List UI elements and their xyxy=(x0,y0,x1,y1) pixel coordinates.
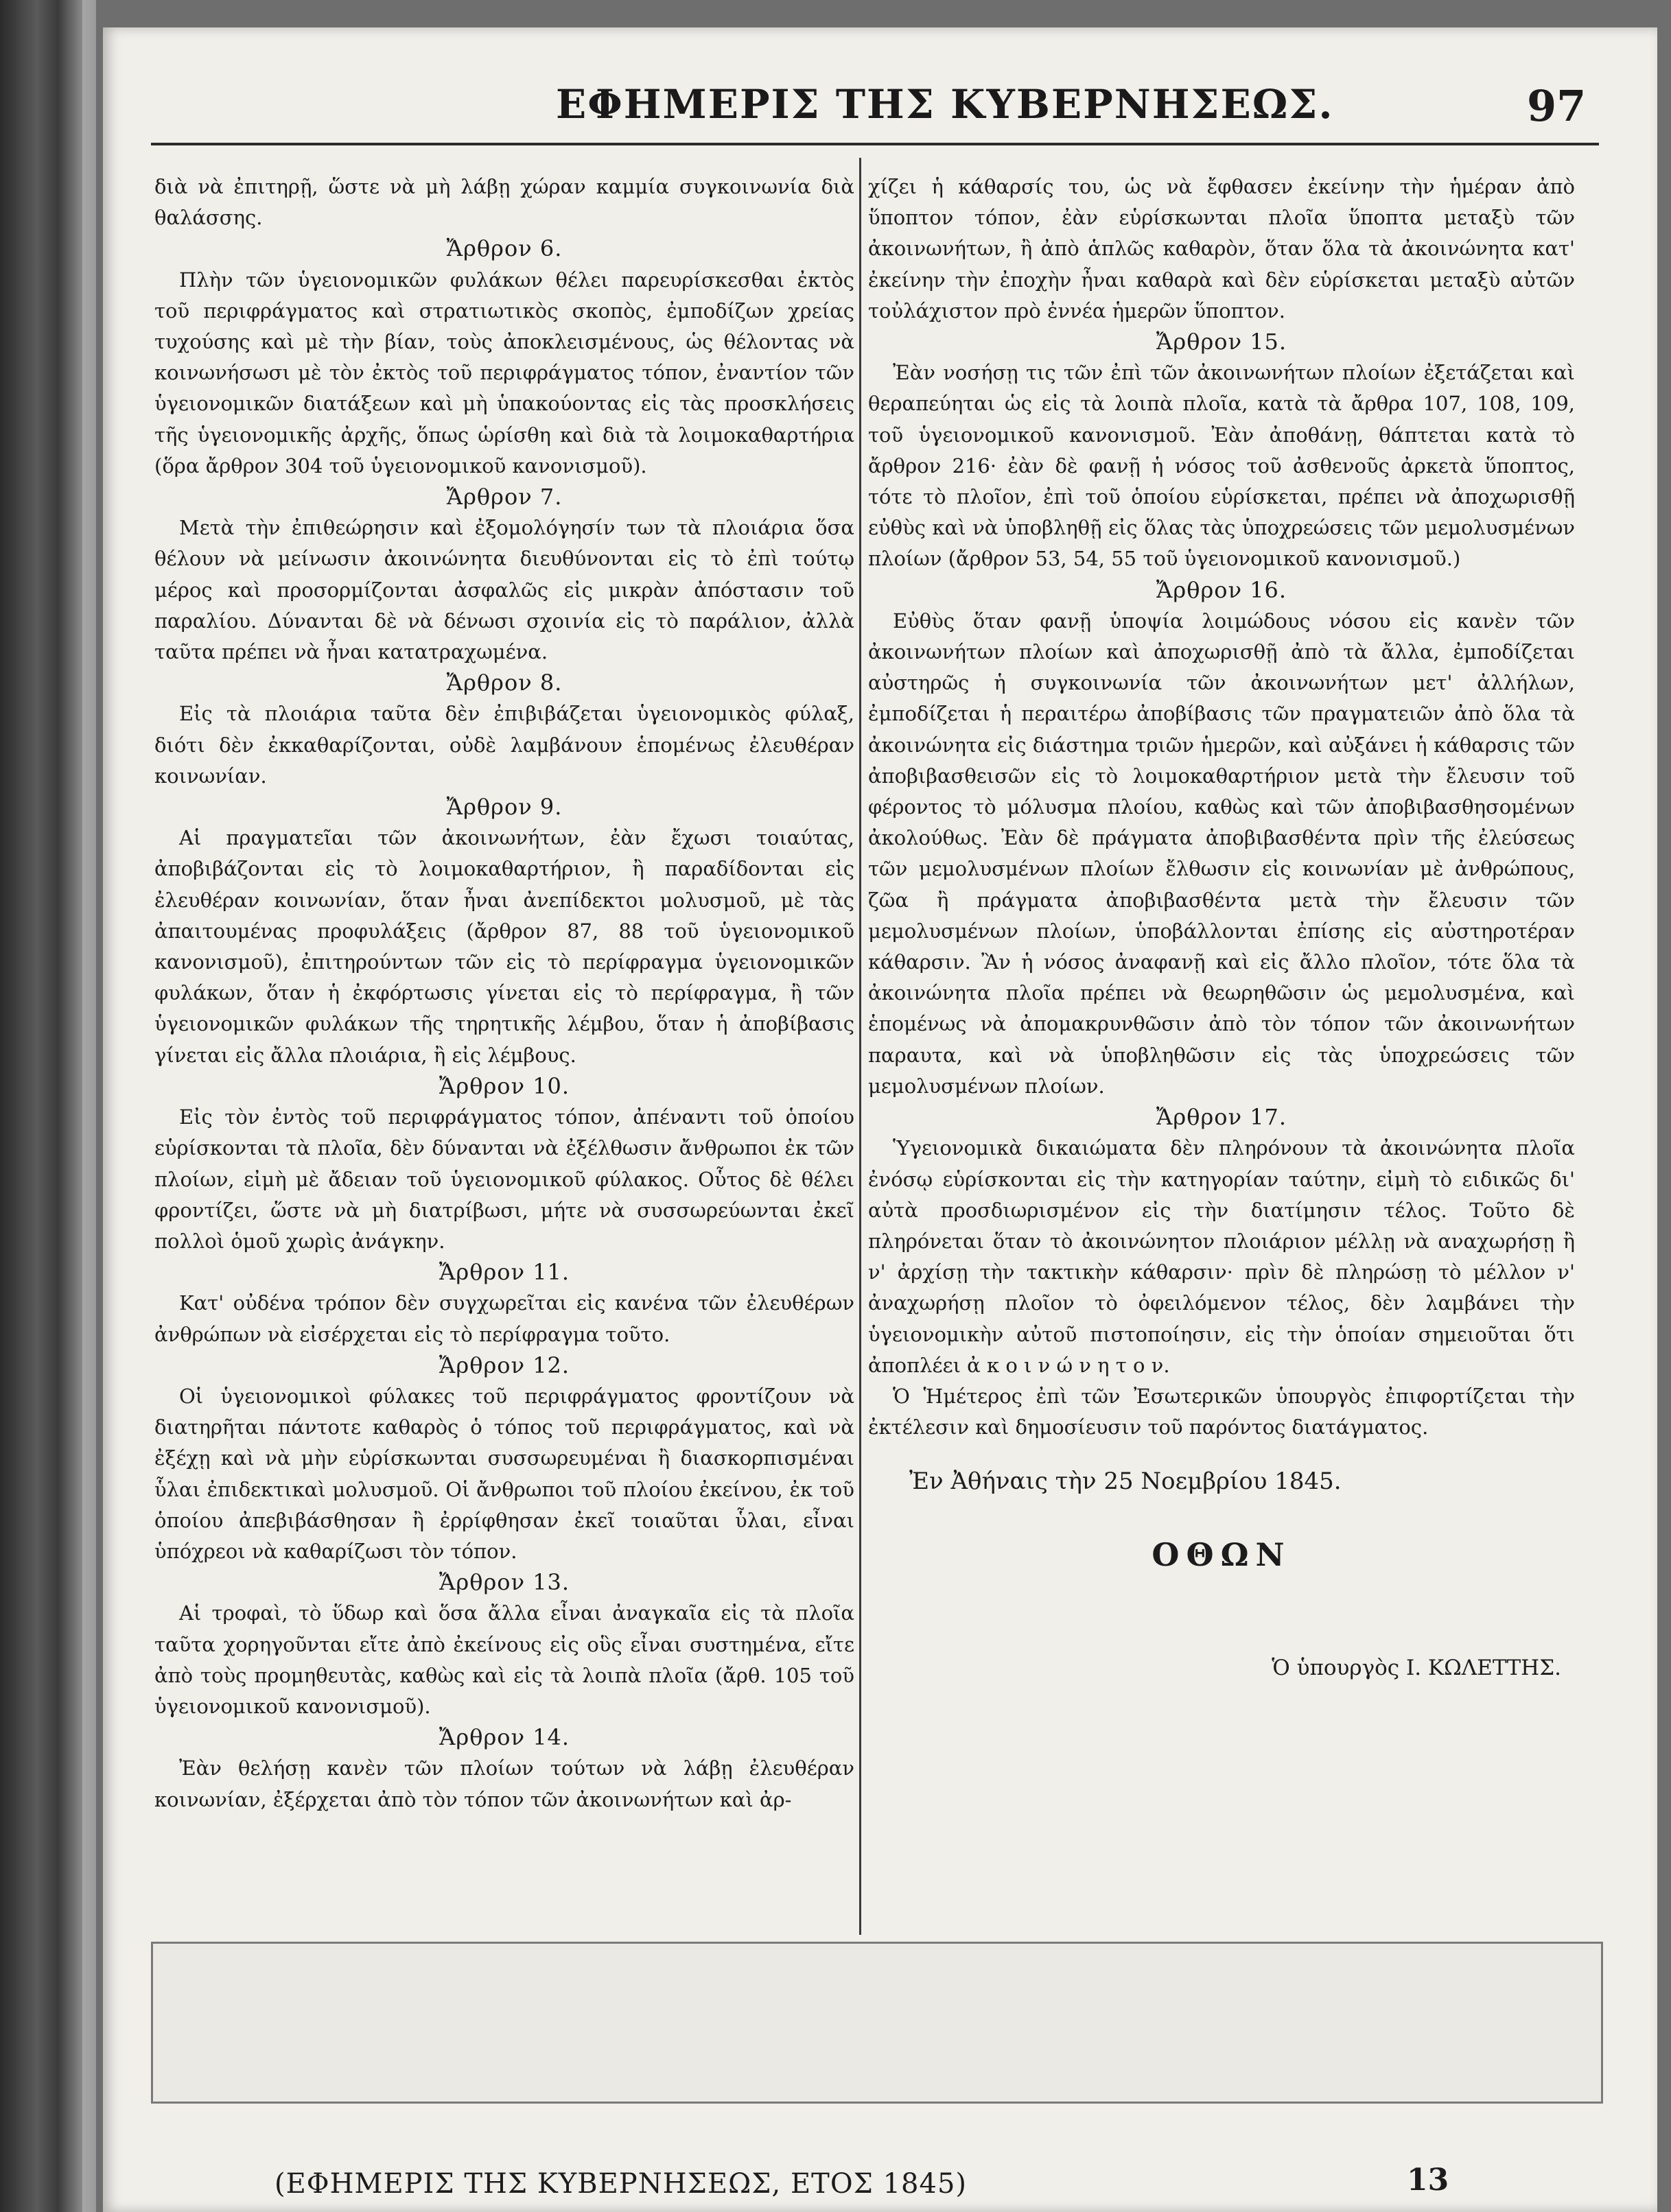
document-page xyxy=(103,27,1657,2212)
blank-bleed-through-area xyxy=(151,1942,1603,2104)
paragraph: Οἱ ὑγειονομικοὶ φύλακες τοῦ περιφράγματος φροντίζουν νὰ διατηρῆται πάντοτε καθαρὸς ὁ τόπος τοῦ περιφράγματος, καὶ νὰ ἐξέχῃ καὶ νὰ μὴν εὑρίσκωνται συσσωρευμέναι ἢ διασκορπισμέναι ὗλαι ἐπιδεκτικαὶ μολυσμοῦ. Οἱ ἄνθρωποι τοῦ πλοίου ἐκείνου, ἐκ τοῦ ὁποίου ἀπεβιβάσθησαν ἢ ἐρρίφθησαν ἐκεῖ τοιαῦται ὗλαι, εἶναι ὑπόχρεοι νὰ καθαρίζωσι τὸν τόπον. xyxy=(154,1384,854,1563)
article-heading: Ἄρθρον 17. xyxy=(1156,1104,1287,1131)
paragraph: Κατ' οὐδένα τρόπον δὲν συγχωρεῖται εἰς κανένα τῶν ἐλευθέρων ἀνθρώπων νὰ εἰσέρχεται εἰς τὸ περίφραγμα τοῦτο. xyxy=(154,1291,854,1346)
minister-signature: Ὁ ὑπουργὸς Ι. ΚΩΛΕΤΤΗΣ. xyxy=(1272,1656,1561,1681)
article-heading: Ἄρθρον 16. xyxy=(1156,576,1287,603)
paragraph: Εἰς τὸν ἐντὸς τοῦ περιφράγματος τόπον, ἀπέναντι τοῦ ὁποίου εὑρίσκονται τὰ πλοῖα, δὲν δύνανται νὰ ἐξέλθωσιν ἄνθρωποι ἐκ τῶν πλοίων, εἰμὴ μὲ ἄδειαν τοῦ ὑγειονομικοῦ φύλακος. Οὗτος δὲ θέλει φροντίζει, ὥστε νὰ μὴ διατρίβωσι, μήτε νὰ συσσωρεύωνται ἐκεῖ πολλοὶ ὁμοῦ χωρὶς ἀνάγκην. xyxy=(154,1105,854,1253)
left-column xyxy=(154,172,854,1815)
article-heading: Ἄρθρον 11. xyxy=(439,1259,570,1286)
header-rule xyxy=(151,143,1599,145)
paragraph: Εἰς τὰ πλοιάρια ταῦτα δὲν ἐπιβιβάζεται ὑγειονομικὸς φύλαξ, διότι δὲν ἐκκαθαρίζονται, οὐδὲ λαμβάνουν ἑπομένως ἐλευθέραν κοινωνίαν. xyxy=(154,702,854,788)
book-binding xyxy=(0,0,82,2212)
footer-title: (ΕΦΗΜΕΡΙΣ ΤΗΣ ΚΥΒΕΡΝΗΣΕΩΣ, ΕΤΟΣ 1845) xyxy=(274,2168,968,2200)
paragraph: διὰ νὰ ἐπιτηρῇ, ὥστε νὰ μὴ λάβῃ χώραν καμμία συγκοινωνία διὰ θαλάσσης. xyxy=(154,175,854,230)
paragraph: Μετὰ τὴν ἐπιθεώρησιν καὶ ἐξομολόγησίν των τὰ πλοιάρια ὅσα θέλουν νὰ μείνωσιν ἀκοινώνητα διευθύνονται εἰς τὸ ἐπὶ τούτῳ μέρος καὶ προσορμίζονται ἀσφαλῶς εἰς μικρὰν ἀπόστασιν τοῦ παραλίου. Δύνανται δὲ νὰ δένωσι σχοινία εἰς τὸ παράλιον, ἀλλὰ ταῦτα πρέπει νὰ ἦναι κατατραχωμένα. xyxy=(154,516,854,664)
paragraph: Ὑγειονομικὰ δικαιώματα δὲν πληρόνουν τὰ ἀκοινώνητα πλοῖα ἐνόσῳ εὑρίσκονται εἰς τὴν κατηγορίαν ταύτην, εἰμὴ τὸ ειδικῶς δι' αὐτὰ προσδιωρισμένον εἰς τὴν διατίμησιν τέλος. Τοῦτο δὲ πληρόνεται ὅταν τὸ ἀκοινώνητον πλοιάριον μέλλῃ νὰ αναχωρήσῃ ἢ ν' ἀρχίσῃ τὴν τακτικὴν κάθαρσιν· πρὶν δὲ πληρώσῃ τὸ μέλλον ν' ἀναχωρήσῃ πλοῖον τὸ ὀφειλόμενον τέλος, δὲν λαμβάνει τὴν ὑγειονομικὴν αὐτοῦ πιστοποίησιν, εἰς τὴν ὁποίαν σημειοῦται ὅτι ἀποπλέει ἀ κ ο ι ν ώ ν η τ ο ν. xyxy=(868,1136,1575,1377)
article-heading: Ἄρθρον 15. xyxy=(1156,329,1287,355)
article-heading: Ἄρθρον 6. xyxy=(446,235,563,262)
paragraph: Ἐὰν νοσήσῃ τις τῶν ἐπὶ τῶν ἀκοινωνήτων πλοίων ἐξετάζεται καὶ θεραπεύηται ὡς εἰς τὰ λοιπὰ πλοῖα, κατὰ τὰ ἄρθρα 107, 108, 109, τοῦ ὑγειονομικοῦ κανονισμοῦ. Ἐὰν ἀποθάνῃ, θάπτεται κατὰ τὸ ἄρθρον 216· ἐὰν δὲ φανῇ ἡ νόσος τοῦ ἀσθενοῦς ἀρκετὰ ὕποπτος, τότε τὸ πλοῖον, ἐπὶ τοῦ ὁποίου εὑρίσκεται, πρέπει νὰ ἀποχωρισθῇ εὐθὺς καὶ νὰ ὑποβληθῇ εἰς ὅλας τὰς ὑποχρεώσεις τῶν μεμολυσμένων πλοίων (ἄρθρον 53, 54, 55 τοῦ ὑγειονομικοῦ κανονισμοῦ.) xyxy=(868,361,1575,571)
column-divider xyxy=(859,158,861,1935)
article-heading: Ἄρθρον 7. xyxy=(446,484,563,510)
king-signature: ΟΘΩΝ xyxy=(1152,1536,1292,1574)
page-header xyxy=(103,81,1657,143)
paragraph: χίζει ἡ κάθαρσίς του, ὡς νὰ ἔφθασεν ἐκείνην τὴν ἡμέραν ἀπὸ ὕποπτον τόπον, ἐὰν εὑρίσκωνται πλοῖα ὕποπτα μεταξὺ τῶν ἀκοινωνήτων, ἢ ἀπὸ ἁπλῶς καθαρὸν, ὅταν ὅλα τὰ ἀκοινώνητα κατ' ἐκείνην τὴν ἐποχὴν ἦναι καθαρὰ καὶ δὲν εὑρίσκεται μεταξὺ αὐτῶν τοὐλάχιστον πρὸ ἐννέα ἡμερῶν ὕποπτον. xyxy=(868,175,1575,322)
paragraph: Πλὴν τῶν ὑγειονομικῶν φυλάκων θέλει παρευρίσκεσθαι ἐκτὸς τοῦ περιφράγματος καὶ στρατιωτικὸς σκοπὸς, ἐμποδίζων χρείας τυχούσης καὶ μὲ τὴν βίαν, τοὺς ἀποκλεισμένους, ὡς θέλοντας νὰ κοινωνήσωσι μὲ τὸν ἐκτὸς τοῦ περιφράγματος τόπον, ἐναντίον τῶν ὑγειονομικῶν διατάξεων καὶ μὴ ὑπακούοντας εἰς τὰς προσκλήσεις τῆς ὑγειονομικῆς ἀρχῆς, ὅπως ὡρίσθη καὶ διὰ τὰ λοιμοκαθαρτήρια (ὅρα ἄρθρον 304 τοῦ ὑγειονομικοῦ κανονισμοῦ). xyxy=(154,268,854,478)
paragraph: Αἱ πραγματεῖαι τῶν ἀκοινωνήτων, ἐὰν ἔχωσι τοιαύτας, ἀποβιβάζονται εἰς τὸ λοιμοκαθαρτήριον, ἢ παραδίδονται εἰς ἐλευθέραν κοινωνίαν, ὅταν ἦναι ἀνεπίδεκτοι μολυσμοῦ, μὲ τὰς ἀπαιτουμένας προφυλάξεις (ἄρθρον 87, 88 τοῦ ὑγειονομικοῦ κανονισμοῦ), ἐπιτηρούντων τῶν εἰς τὸ περίφραγμα ὑγειονομικῶν φυλάκων, ὅταν ἡ ἐκφόρτωσις γίνεται εἰς τὸ περίφραγμα, ἢ τῶν ὑγειονομικῶν φυλάκων τῆς τηρητικῆς λέμβου, ὅταν ἡ ἀποβίβασις γίνεται εἰς ἄλλα πλοιάρια, ἢ εἰς λέμβους. xyxy=(154,826,854,1067)
article-heading: Ἄρθρον 8. xyxy=(446,670,563,696)
paragraph: Αἱ τροφαὶ, τὸ ὕδωρ καὶ ὅσα ἄλλα εἶναι ἀναγκαῖα εἰς τὰ πλοῖα ταῦτα χορηγοῦνται εἴτε ἀπὸ ἐκείνους εἰς οὓς εἶναι συστημένα, εἴτε ἀπὸ τοὺς προμηθευτὰς, καθὼς καὶ εἰς τὰ λοιπὰ πλοῖα (ἄρθ. 105 τοῦ ὑγειονομικοῦ κανονισμοῦ). xyxy=(154,1601,854,1718)
article-heading: Ἄρθρον 14. xyxy=(439,1724,570,1751)
right-column xyxy=(868,172,1575,1680)
journal-title: ΕΦΗΜΕΡΙΣ ΤΗΣ ΚΥΒΕΡΝΗΣΕΩΣ. xyxy=(556,81,1334,128)
article-heading: Ἄρθρον 13. xyxy=(439,1569,570,1596)
date-line: Ἐν Ἀθήναις τὴν 25 Νοεμβρίου 1845. xyxy=(909,1468,1342,1496)
paragraph: Εὐθὺς ὅταν φανῇ ὑποψία λοιμώδους νόσου εἰς κανὲν τῶν ἀκοινωνήτων πλοίων καὶ ἀποχωρισθῇ ἀπὸ τὰ ἄλλα, ἐμποδίζεται αὐστηρῶς ἡ συγκοινωνία τῶν ἀκοινωνήτων μετ' ἀλλήλων, ἐμποδίζεται ἡ περαιτέρω ἀποβίβασις τῶν πραγματειῶν ἀπὸ ὅλα τὰ ἀκοινώνητα εἰς διάστημα τριῶν ἡμερῶν, καὶ αὐξάνει ἡ κάθαρσις τῶν ἀποβιβασθεισῶν εἰς τὸ λοιμοκαθαρτήριον μετὰ τὴν ἔλευσιν τοῦ φέροντος τὸ μόλυσμα πλοίου, καθὼς καὶ τῶν ἀποβιβασθησομένων ἀκολούθως. Ἐὰν δὲ πράγματα ἀποβιβασθέντα πρὶν τῆς ἐλεύσεως τῶν μεμολυσμένων πλοίων ἔλθωσιν εἰς κοινωνίαν μὲ ἀνθρώπους, ζῶα ἢ πράγματα ἀποβιβασθέντα μετὰ τὴν ἔλευσιν τῶν μεμολυσμένων πλοίων, ὑποβάλλονται ἐπίσης εἰς αὐστηροτέραν κάθαρσιν. Ἂν ἡ νόσος ἀναφανῇ καὶ εἰς ἄλλο πλοῖον, τότε ὅλα τὰ ἀκοινώνητα πλοῖα πρέπει νὰ θεωρηθῶσιν ὡς μεμολυσμένα, καὶ ἑπομένως νὰ ἀπομακρυνθῶσιν ἀπὸ τὸν τόπον τῶν ἀκοινωνήτων παραυτα, καὶ νὰ ὑποβληθῶσιν εἰς τὰς ὑποχρεώσεις τῶν μεμολυσμένων πλοίων. xyxy=(868,609,1575,1098)
page-number: 97 xyxy=(1527,81,1587,131)
article-heading: Ἄρθρον 12. xyxy=(439,1352,570,1378)
sheet-number: 13 xyxy=(1407,2163,1449,2198)
article-heading: Ἄρθρον 10. xyxy=(439,1072,570,1099)
paragraph: Ἐὰν θελήσῃ κανὲν τῶν πλοίων τούτων νὰ λάβῃ ἐλευθέραν κοινωνίαν, ἐξέρχεται ἀπὸ τὸν τόπον τῶν ἀκοινωνήτων καὶ ἀρ- xyxy=(154,1756,854,1811)
article-heading: Ἄρθρον 9. xyxy=(446,794,563,821)
paragraph: Ὁ Ἡμέτερος ἐπὶ τῶν Ἐσωτερικῶν ὑπουργὸς ἐπιφορτίζεται τὴν ἐκτέλεσιν καὶ δημοσίευσιν τοῦ παρόντος διατάγματος. xyxy=(868,1384,1575,1439)
